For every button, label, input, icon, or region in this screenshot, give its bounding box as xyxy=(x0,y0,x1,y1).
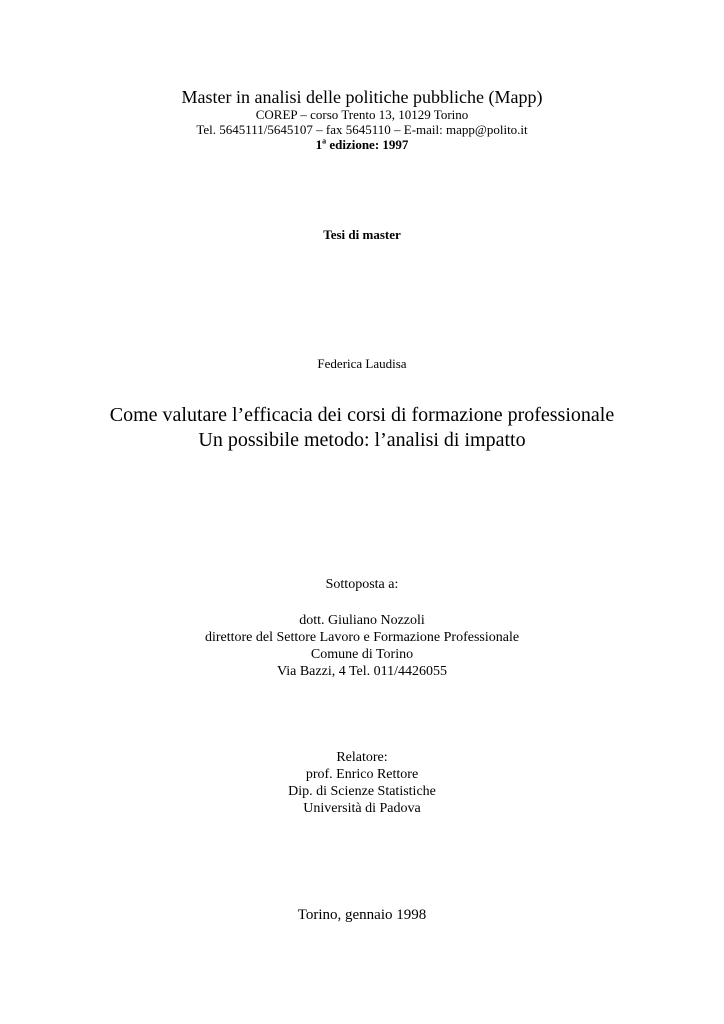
thesis-label: Tesi di master xyxy=(323,227,401,242)
program-address: COREP – corso Trento 13, 10129 Torino xyxy=(255,107,469,122)
advisor-department: Dip. di Scienze Statistiche xyxy=(288,784,436,799)
edition-superscript: a xyxy=(322,136,327,146)
place-date: Torino, gennaio 1998 xyxy=(297,907,427,923)
submitted-to-label: Sottoposta a: xyxy=(325,577,399,592)
submitted-to-institution: Comune di Torino xyxy=(310,647,414,662)
edition-number: 1 xyxy=(315,137,323,152)
program-name: Master in analisi delle politiche pubbliche (Mapp) xyxy=(181,87,543,107)
advisor-university: Università di Padova xyxy=(303,801,421,816)
submitted-to-name: dott. Giuliano Nozzoli xyxy=(299,613,425,628)
thesis-title-line-1: Come valutare l’efficacia dei corsi di formazione professionale xyxy=(109,404,615,426)
advisor-name: prof. Enrico Rettore xyxy=(305,767,419,782)
edition-text: edizione: 1997 xyxy=(326,137,409,152)
submitted-to-address: Via Bazzi, 4 Tel. 011/4426055 xyxy=(276,664,448,679)
advisor-label: Relatore: xyxy=(336,750,388,765)
submitted-to-role: direttore del Settore Lavoro e Formazione Professionale xyxy=(204,630,520,645)
author-name: Federica Laudisa xyxy=(317,356,407,371)
thesis-title-line-2: Un possibile metodo: l’analisi di impatto xyxy=(198,429,526,451)
program-contacts: Tel. 5645111/5645107 – fax 5645110 – E-mail: mapp@polito.it xyxy=(196,122,528,137)
edition-line xyxy=(0,138,724,151)
